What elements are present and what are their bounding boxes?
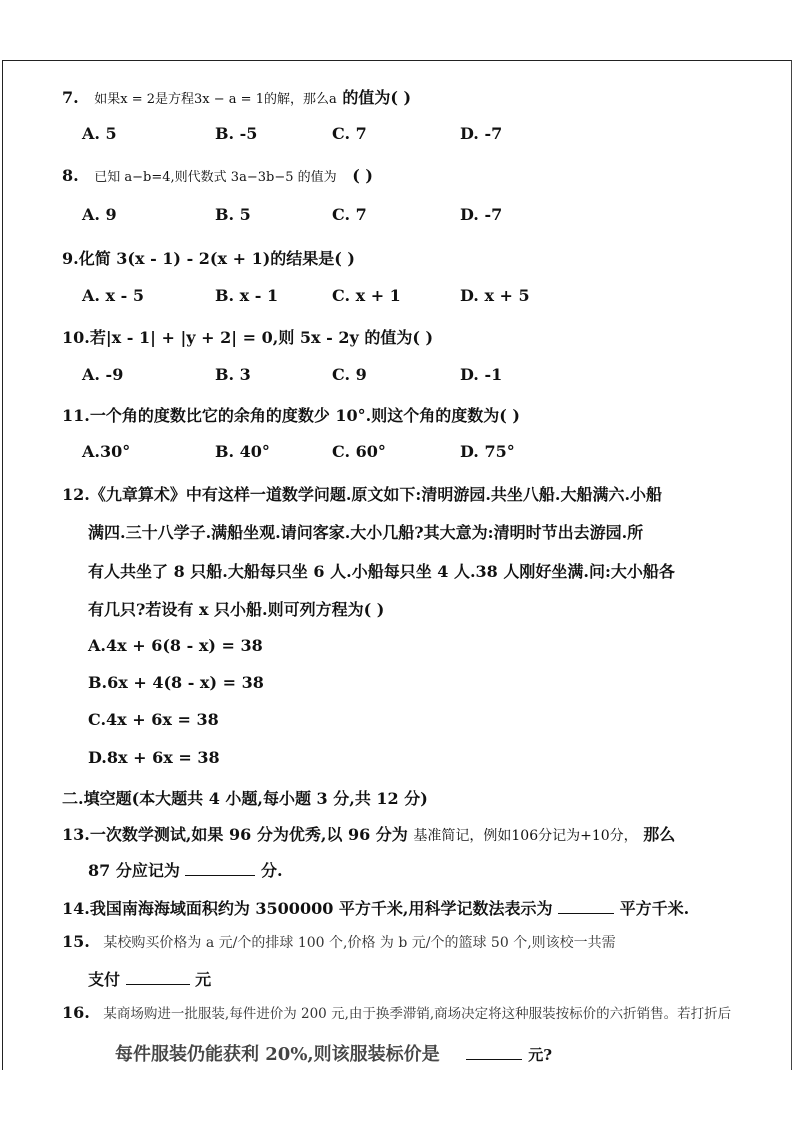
question-12-line-4: 有几只?若设有 x 只小船.则可列方程为( ) [88, 600, 385, 619]
option-b: B. 3 [215, 365, 251, 384]
question-text: 每件服装仍能获利 20%,则该服装标价是 [115, 1044, 440, 1065]
question-text: 平方千米. [619, 899, 690, 918]
option-c: C. 7 [332, 124, 367, 143]
question-15 [62, 932, 616, 952]
option-b: B. 40° [215, 442, 270, 461]
option-c: C. 7 [332, 205, 367, 224]
question-8 [62, 166, 373, 185]
question-text: 87 分应记为 [88, 861, 180, 880]
question-text: 元? [528, 1046, 553, 1064]
question-13 [62, 822, 675, 845]
option-d: D. x + 5 [460, 286, 530, 305]
question-text: 已知 a−b=4,则代数式 3a−3b−5 的值为 [94, 170, 337, 185]
question-text: 14.我国南海海域面积约为 3500000 平方千米,用科学记数法表示为 [62, 899, 553, 918]
option-d: D.8x + 6x = 38 [88, 748, 220, 767]
question-13-line-2 [88, 858, 283, 881]
option-c: C. 9 [332, 365, 367, 384]
option-a: A. 9 [82, 205, 117, 224]
question-text: 13.一次数学测试,如果 96 分为优秀,以 96 分为 [62, 825, 408, 844]
question-text: 如果x = 2是方程3x − a = 1的解，那么a [94, 92, 337, 107]
option-d: D. -1 [460, 365, 503, 384]
option-a: A. x - 5 [82, 286, 145, 305]
question-text: 那么 [643, 825, 676, 844]
question-text: 基准简记，例如106分记为+10分， [413, 828, 638, 844]
option-c: C. x + 1 [332, 286, 401, 305]
option-d: D. 75° [460, 442, 515, 461]
question-text-tail: ( ) [352, 166, 373, 185]
question-text-tail: 的值为( ) [342, 88, 412, 107]
question-9: 9.化简 3(x - 1) - 2(x + 1)的结果是( ) [62, 249, 355, 268]
option-a: A.4x + 6(8 - x) = 38 [88, 636, 263, 655]
question-number: 15. [62, 932, 90, 951]
question-11: 11.一个角的度数比它的余角的度数少 10°.则这个角的度数为( ) [62, 406, 520, 425]
section-heading: 二.填空题(本大题共 4 小题,每小题 3 分,共 12 分) [62, 789, 428, 808]
option-a: A. -9 [82, 365, 124, 384]
option-a: A.30° [82, 442, 131, 461]
question-12-line-1: 12.《九章算术》中有这样一道数学问题.原文如下:清明游园.共坐八船.大船满六.小船 [62, 485, 663, 504]
option-b: B. 5 [215, 205, 251, 224]
question-text: 某商场购进一批服装,每件进价为 200 元,由于换季滞销,商场决定将这种服装按标价的六折销售。若打折后 [103, 1006, 732, 1022]
answer-blank [466, 1045, 522, 1060]
question-12-line-2: 满四.三十八学子.满船坐观.请问客家.大小几船?其大意为:清明时节出去游园.所 [88, 523, 644, 542]
question-16 [62, 1002, 731, 1022]
answer-blank [558, 899, 614, 914]
option-b: B. -5 [215, 124, 258, 143]
option-d: D. -7 [460, 205, 503, 224]
answer-blank [185, 861, 255, 876]
question-text: 支付 [88, 970, 121, 989]
question-text: 元 [195, 970, 212, 989]
option-a: A. 5 [82, 124, 117, 143]
question-12-line-3: 有人共坐了 8 只船.大船每只坐 6 人.小船每只坐 4 人.38 人刚好坐满.问:大小船各 [88, 562, 675, 581]
option-d: D. -7 [460, 124, 503, 143]
question-14 [62, 896, 689, 919]
option-b: B.6x + 4(8 - x) = 38 [88, 673, 264, 692]
option-c: C.4x + 6x = 38 [88, 710, 219, 729]
question-number: 16. [62, 1003, 90, 1022]
answer-blank [126, 970, 190, 985]
question-15-line-2 [88, 967, 211, 990]
question-7 [62, 85, 411, 108]
question-16-line-2 [115, 1040, 552, 1066]
question-text: 分. [261, 861, 283, 880]
question-number: 8. [62, 166, 79, 185]
question-text: 某校购买价格为 a 元/个的排球 100 个,价格 为 b 元/个的篮球 50 个,则该校一共需 [103, 935, 616, 951]
option-c: C. 60° [332, 442, 386, 461]
question-10: 10.若|x - 1| + |y + 2| = 0,则 5x - 2y 的值为( ) [62, 328, 434, 347]
question-number: 7. [62, 88, 79, 107]
option-b: B. x - 1 [215, 286, 279, 305]
